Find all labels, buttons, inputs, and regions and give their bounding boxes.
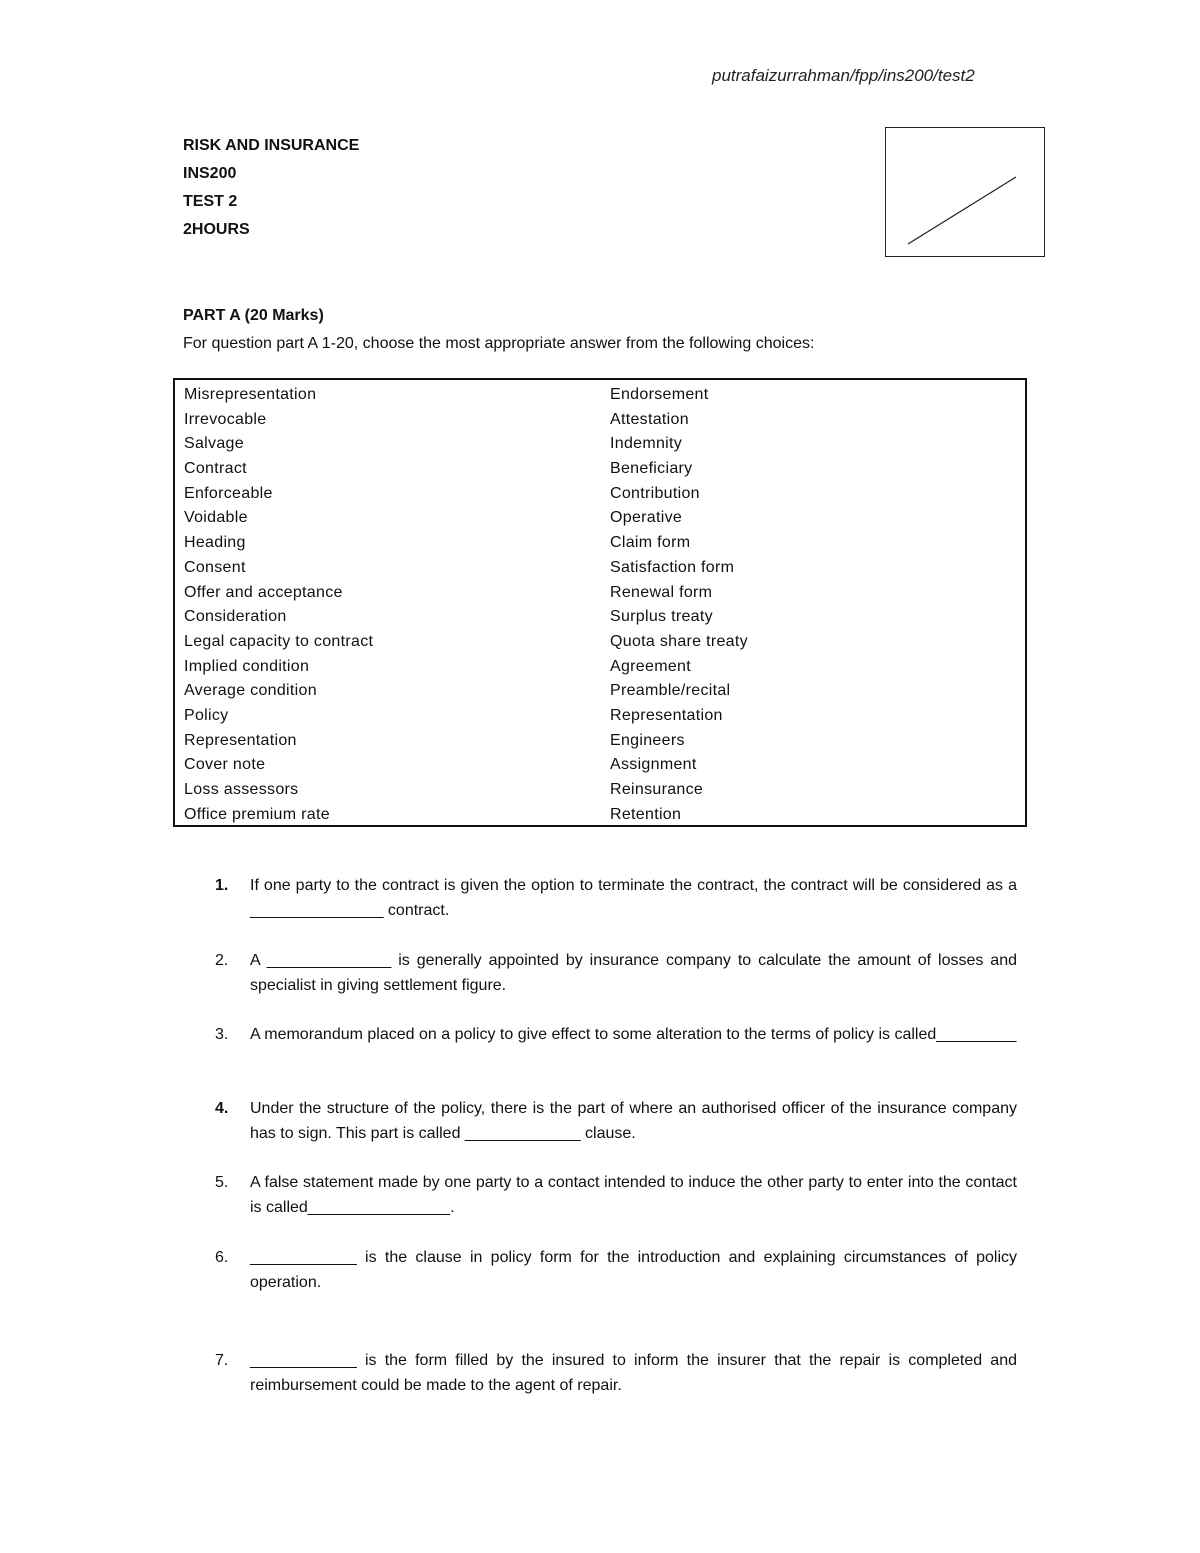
answer-choices-table (173, 378, 1027, 827)
choice-item: Salvage (184, 435, 244, 453)
choice-item: Engineers (610, 731, 685, 749)
question-text: A false statement made by one party to a contact intended to induce the other party to enter into the contact is called________________. (250, 1174, 1017, 1216)
part-a-title: PART A (20 Marks) (183, 307, 324, 324)
choice-item: Consideration (184, 608, 287, 626)
question-item (215, 1348, 1017, 1398)
choice-item: Legal capacity to contract (184, 632, 374, 650)
question-number: 7. (215, 1352, 229, 1369)
title-block (183, 135, 359, 247)
choice-item: Office premium rate (184, 805, 330, 823)
document-path-header: putrafaizurrahman/fpp/ins200/test2 (712, 66, 975, 85)
choice-item: Indemnity (610, 435, 683, 453)
choice-item: Contribution (610, 484, 700, 502)
choice-item: Policy (184, 706, 229, 724)
choice-item: Claim form (610, 534, 691, 552)
choice-item: Preamble/recital (610, 682, 731, 700)
choice-item: Attestation (610, 410, 689, 428)
choice-item: Representation (610, 706, 723, 724)
choices-right-column (610, 383, 748, 827)
choice-item: Cover note (184, 756, 266, 774)
choice-item: Satisfaction form (610, 558, 735, 576)
choice-item: Assignment (610, 756, 697, 774)
course-code: INS200 (183, 165, 237, 182)
choice-item: Offer and acceptance (184, 583, 343, 601)
choice-item: Quota share treaty (610, 632, 748, 650)
question-text: A memorandum placed on a policy to give effect to some alteration to the terms of policy is called_________ (250, 1026, 1017, 1043)
choice-item: Implied condition (184, 657, 310, 675)
question-item (215, 1170, 1017, 1220)
question-text: Under the structure of the policy, there is the part of where an authorised officer of the insurance company has to sign. This part is called _____________ clause. (250, 1100, 1017, 1142)
course-title: RISK AND INSURANCE (183, 137, 360, 154)
choice-item: Endorsement (610, 386, 709, 403)
choice-item: Retention (610, 805, 682, 823)
question-text: ____________ is the clause in policy form for the introduction and explaining circumstances of policy operation. (250, 1249, 1017, 1291)
diagonal-strike-icon (886, 128, 1046, 258)
choice-item: Beneficiary (610, 460, 693, 478)
question-number: 6. (215, 1249, 229, 1266)
question-item (215, 1245, 1017, 1295)
choice-item: Agreement (610, 657, 691, 675)
choice-item: Surplus treaty (610, 608, 713, 626)
choice-item: Voidable (184, 509, 248, 527)
question-item (215, 873, 1017, 923)
choice-item: Renewal form (610, 583, 713, 601)
question-number: 5. (215, 1174, 229, 1191)
test-label: TEST 2 (183, 193, 238, 210)
choice-item: Enforceable (184, 484, 273, 502)
question-number: 3. (215, 1026, 229, 1043)
question-item (215, 1022, 1017, 1047)
duration-label: 2HOURS (183, 221, 250, 238)
choices-left-column (184, 383, 373, 827)
marks-box (885, 127, 1045, 257)
choice-item: Irrevocable (184, 410, 267, 428)
choice-item: Loss assessors (184, 781, 299, 798)
choice-item: Average condition (184, 682, 317, 700)
choice-item: Operative (610, 509, 683, 527)
choice-item: Reinsurance (610, 781, 704, 798)
choice-item: Representation (184, 731, 297, 749)
part-a-instruction: For question part A 1-20, choose the most appropriate answer from the following choices: (183, 335, 815, 352)
question-text: ____________ is the form filled by the insured to inform the insurer that the repair is completed and reimbursement could be made to the agent of repair. (250, 1352, 1017, 1394)
question-text: If one party to the contract is given the option to terminate the contract, the contract will be considered as a _______________ contract. (250, 877, 1017, 919)
question-number: 4. (215, 1100, 229, 1117)
question-text: A ______________ is generally appointed by insurance company to calculate the amount of losses and specialist in giving settlement figure. (250, 952, 1017, 994)
question-item (215, 1096, 1017, 1146)
choice-item: Consent (184, 558, 246, 576)
choice-item: Misrepresentation (184, 386, 317, 403)
question-item (215, 948, 1017, 998)
question-number: 1. (215, 877, 229, 894)
question-number: 2. (215, 952, 229, 969)
choice-item: Heading (184, 534, 246, 552)
choice-item: Contract (184, 460, 247, 478)
